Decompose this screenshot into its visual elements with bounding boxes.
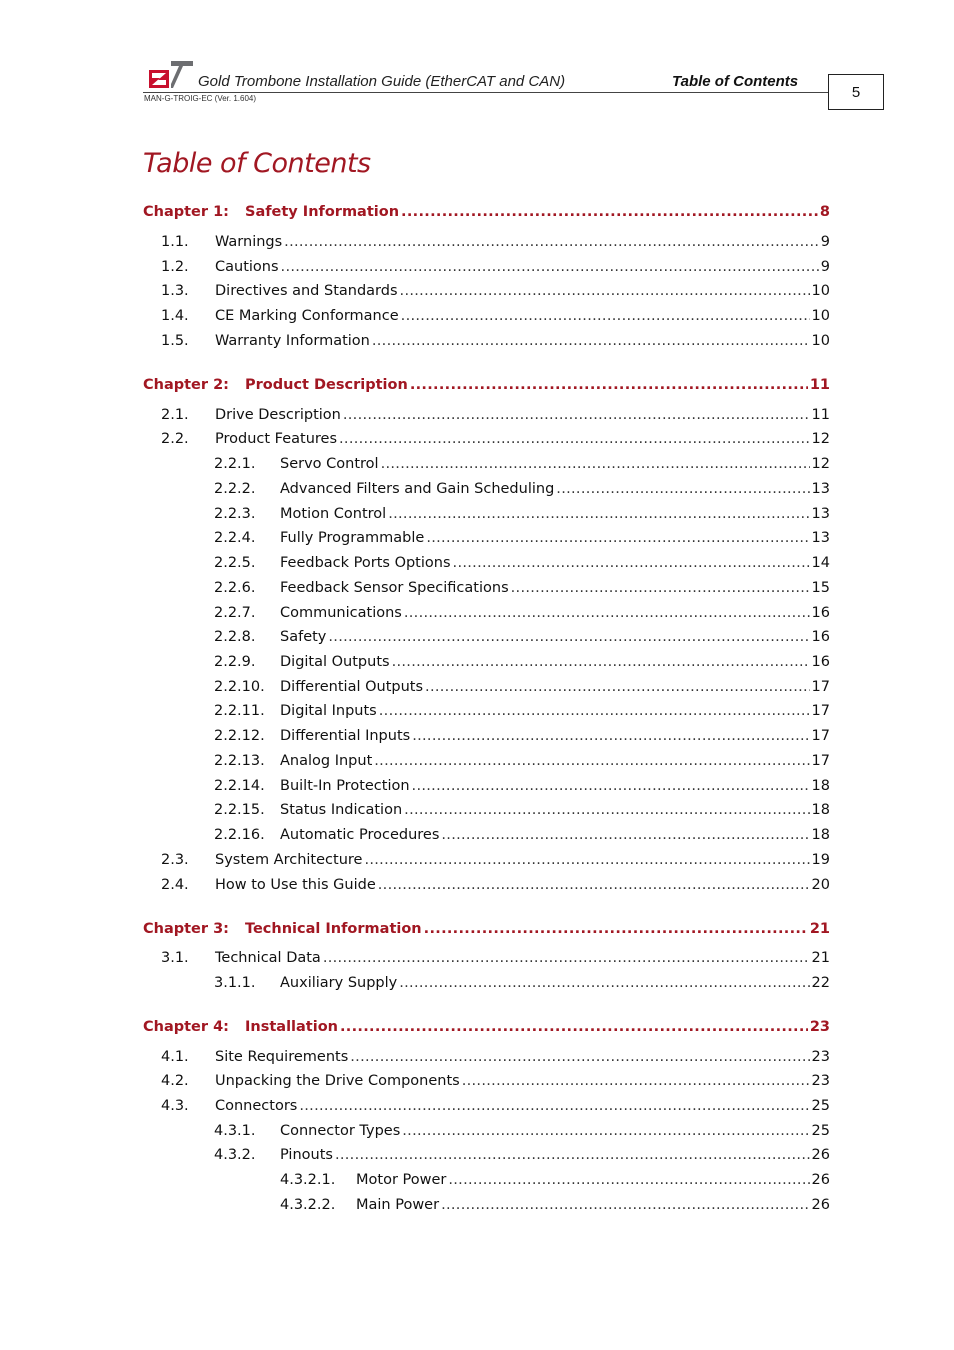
- toc-entry-label: How to Use this Guide: [215, 877, 376, 893]
- toc-dot-leader: [462, 1073, 810, 1089]
- toc-page-number: 22: [811, 975, 830, 991]
- toc-entry-label: System Architecture: [215, 852, 363, 868]
- toc-page-number: 9: [820, 234, 830, 250]
- toc-entry-label: Drive Description: [215, 407, 341, 423]
- toc-page-number: 17: [811, 703, 830, 719]
- toc-dot-leader: [424, 921, 808, 937]
- toc-entry-number: 2.3.: [161, 852, 189, 868]
- toc-entry-label: Installation: [245, 1019, 338, 1035]
- toc-chapter-entry[interactable]: [143, 377, 830, 399]
- toc-entry[interactable]: [161, 308, 830, 330]
- toc-entry-label: Built-In Protection: [280, 778, 410, 794]
- toc-entry-number: 2.2.3.: [214, 506, 256, 522]
- toc-entry-label: Cautions: [215, 259, 279, 275]
- toc-entry-number: Chapter 2:: [143, 377, 229, 393]
- toc-entry[interactable]: [161, 259, 830, 281]
- toc-page-number: 18: [811, 827, 830, 843]
- toc-dot-leader: [404, 605, 810, 621]
- toc-page-number: 25: [811, 1123, 830, 1139]
- toc-page-number: 11: [809, 377, 830, 393]
- toc-dot-leader: [401, 308, 810, 324]
- toc-entry[interactable]: [280, 1172, 830, 1194]
- toc-entry[interactable]: [214, 975, 830, 997]
- toc-entry[interactable]: [214, 506, 830, 528]
- section-label: Table of Contents: [672, 73, 799, 90]
- toc-dot-leader: [374, 753, 809, 769]
- toc-dot-leader: [412, 778, 810, 794]
- toc-entry[interactable]: [214, 580, 830, 602]
- toc-dot-leader: [400, 283, 810, 299]
- toc-page-number: 12: [811, 456, 830, 472]
- toc-entry-label: Digital Inputs: [280, 703, 377, 719]
- toc-entry-label: Advanced Filters and Gain Scheduling: [280, 481, 555, 497]
- toc-entry-label: Safety: [280, 629, 327, 645]
- toc-dot-leader: [426, 530, 809, 546]
- toc-entry[interactable]: [214, 802, 830, 824]
- toc-page-number: 26: [811, 1172, 830, 1188]
- toc-entry-label: Site Requirements: [215, 1049, 349, 1065]
- toc-dot-leader: [281, 259, 819, 275]
- toc-dot-leader: [511, 580, 810, 596]
- toc-entry-number: 2.2.9.: [214, 654, 256, 670]
- toc-dot-leader: [453, 555, 810, 571]
- toc-entry-label: Communications: [280, 605, 402, 621]
- toc-dot-leader: [412, 728, 809, 744]
- toc-entry[interactable]: [280, 1197, 830, 1219]
- toc-entry-label: Warnings: [215, 234, 283, 250]
- toc-entry-label: Product Features: [215, 431, 338, 447]
- toc-entry[interactable]: [214, 827, 830, 849]
- toc-entry-number: 2.1.: [161, 407, 189, 423]
- toc-entry[interactable]: [214, 728, 830, 750]
- toc-page-number: 16: [811, 629, 830, 645]
- toc-entry-label: Automatic Procedures: [280, 827, 440, 843]
- toc-page-number: 9: [820, 259, 830, 275]
- toc-entry-number: 2.2.7.: [214, 605, 256, 621]
- toc-page-number: 18: [811, 802, 830, 818]
- toc-entry[interactable]: [214, 605, 830, 627]
- toc-entry-number: 2.2.: [161, 431, 189, 447]
- toc-page-number: 25: [811, 1098, 830, 1114]
- toc-page-number: 8: [819, 204, 830, 220]
- toc-dot-leader: [441, 827, 809, 843]
- toc-page-number: 13: [811, 530, 830, 546]
- toc-entry-label: Digital Outputs: [280, 654, 390, 670]
- toc-entry-label: Connector Types: [280, 1123, 401, 1139]
- toc-entry-number: 1.3.: [161, 283, 189, 299]
- toc-entry-label: Directives and Standards: [215, 283, 398, 299]
- toc-entry[interactable]: [161, 852, 830, 874]
- document-code: MAN-G-TROIG-EC (Ver. 1.604): [144, 94, 257, 103]
- toc-entry[interactable]: [161, 333, 830, 355]
- toc-chapter-entry[interactable]: [143, 204, 830, 226]
- toc-page-number: 13: [811, 481, 830, 497]
- toc-dot-leader: [378, 877, 810, 893]
- toc-entry-number: 4.3.: [161, 1098, 189, 1114]
- toc-page-number: 23: [811, 1073, 830, 1089]
- toc-dot-leader: [340, 1019, 808, 1035]
- page-number: 5: [851, 83, 861, 101]
- toc-page-number: 26: [811, 1147, 830, 1163]
- toc-page-number: 17: [811, 679, 830, 695]
- toc-entry-number: 4.2.: [161, 1073, 189, 1089]
- toc-entry-label: Unpacking the Drive Components: [215, 1073, 460, 1089]
- toc-entry-label: Feedback Ports Options: [280, 555, 451, 571]
- toc-dot-leader: [364, 852, 809, 868]
- toc-entry-label: Pinouts: [280, 1147, 333, 1163]
- toc-entry-label: Servo Control: [280, 456, 379, 472]
- toc-dot-leader: [410, 377, 808, 393]
- toc-dot-leader: [284, 234, 819, 250]
- toc-entry-number: 1.5.: [161, 333, 189, 349]
- toc-entry-number: 2.4.: [161, 877, 189, 893]
- toc-entry-number: 4.3.2.1.: [280, 1172, 336, 1188]
- toc-entry[interactable]: [214, 679, 830, 701]
- toc-entry-label: Auxiliary Supply: [280, 975, 398, 991]
- toc-dot-leader: [335, 1147, 810, 1163]
- toc-entry-number: 2.2.13.: [214, 753, 265, 769]
- toc-entry[interactable]: [214, 555, 830, 577]
- toc-entry-number: 4.3.2.: [214, 1147, 256, 1163]
- toc-page-number: 10: [811, 283, 830, 299]
- toc-entry[interactable]: [214, 753, 830, 775]
- toc-entry-number: 3.1.1.: [214, 975, 256, 991]
- toc-entry-number: 4.3.2.2.: [280, 1197, 336, 1213]
- toc-entry-number: 2.2.6.: [214, 580, 256, 596]
- toc-page-number: 11: [811, 407, 830, 423]
- toc-dot-leader: [379, 703, 810, 719]
- toc-dot-leader: [350, 1049, 809, 1065]
- toc-page-number: 18: [811, 778, 830, 794]
- toc-entry-label: Motor Power: [356, 1172, 447, 1188]
- toc-dot-leader: [441, 1197, 809, 1213]
- toc-entry[interactable]: [161, 283, 830, 305]
- toc-dot-leader: [556, 481, 809, 497]
- toc-entry-label: Differential Inputs: [280, 728, 411, 744]
- toc-entry-label: Status Indication: [280, 802, 403, 818]
- toc-entry-number: 2.2.2.: [214, 481, 256, 497]
- toc-entry[interactable]: [214, 1123, 830, 1145]
- toc-entry[interactable]: [161, 1049, 830, 1071]
- toc-entry[interactable]: [161, 234, 830, 256]
- toc-entry-label: Analog Input: [280, 753, 373, 769]
- toc-page-number: 21: [811, 950, 830, 966]
- toc-page-number: 10: [811, 308, 830, 324]
- toc-dot-leader: [381, 456, 810, 472]
- toc-entry-label: Motion Control: [280, 506, 387, 522]
- toc-dot-leader: [328, 629, 809, 645]
- toc-entry-number: 1.1.: [161, 234, 189, 250]
- page-title: Table of Contents: [143, 148, 371, 179]
- toc-page-number: 23: [809, 1019, 830, 1035]
- toc-entry[interactable]: [214, 530, 830, 552]
- toc-page-number: 16: [811, 605, 830, 621]
- toc-entry[interactable]: [214, 703, 830, 725]
- toc-chapter-entry[interactable]: [143, 921, 830, 943]
- toc-entry-number: 2.2.10.: [214, 679, 265, 695]
- toc-page-number: 15: [811, 580, 830, 596]
- toc-entry-number: 2.2.5.: [214, 555, 256, 571]
- toc-entry-number: Chapter 3:: [143, 921, 229, 937]
- toc-page-number: 12: [811, 431, 830, 447]
- toc-entry-label: CE Marking Conformance: [215, 308, 399, 324]
- toc-page-number: 10: [811, 333, 830, 349]
- toc-entry-number: Chapter 1:: [143, 204, 229, 220]
- toc-entry-number: 1.4.: [161, 308, 189, 324]
- toc-entry[interactable]: [161, 950, 830, 972]
- toc-entry-label: Feedback Sensor Specifications: [280, 580, 509, 596]
- toc-entry[interactable]: [214, 481, 830, 503]
- toc-entry-number: 4.1.: [161, 1049, 189, 1065]
- toc-entry-label: Warranty Information: [215, 333, 370, 349]
- toc-page-number: 20: [811, 877, 830, 893]
- toc-page-number: 16: [811, 654, 830, 670]
- toc-page-number: 14: [811, 555, 830, 571]
- toc-entry-label: Safety Information: [245, 204, 400, 220]
- toc-entry[interactable]: [161, 1098, 830, 1120]
- toc-dot-leader: [388, 506, 809, 522]
- toc-chapter-entry[interactable]: [143, 1019, 830, 1041]
- toc-entry-number: Chapter 4:: [143, 1019, 229, 1035]
- toc-entry-number: 2.2.11.: [214, 703, 265, 719]
- toc-dot-leader: [425, 679, 810, 695]
- toc-entry[interactable]: [214, 654, 830, 676]
- toc-entry[interactable]: [214, 1147, 830, 1169]
- toc-entry-label: Main Power: [356, 1197, 440, 1213]
- toc-entry-number: 2.2.15.: [214, 802, 265, 818]
- toc-page-number: 13: [811, 506, 830, 522]
- toc-page-number: 17: [811, 753, 830, 769]
- toc-entry-label: Differential Outputs: [280, 679, 424, 695]
- toc-page-number: 23: [811, 1049, 830, 1065]
- toc-entry-number: 2.2.12.: [214, 728, 265, 744]
- toc-dot-leader: [399, 975, 809, 991]
- toc-entry[interactable]: [214, 629, 830, 651]
- toc-entry[interactable]: [214, 456, 830, 478]
- toc-page-number: 19: [811, 852, 830, 868]
- toc-entry-label: Product Description: [245, 377, 408, 393]
- toc-page-number: 17: [811, 728, 830, 744]
- toc-dot-leader: [343, 407, 810, 423]
- toc-entry-number: 2.2.8.: [214, 629, 256, 645]
- toc-dot-leader: [402, 1123, 809, 1139]
- toc-entry[interactable]: [214, 778, 830, 800]
- toc-dot-leader: [392, 654, 810, 670]
- toc-entry[interactable]: [161, 877, 830, 899]
- toc-entry-number: 2.2.14.: [214, 778, 265, 794]
- toc-entry-label: Technical Information: [245, 921, 422, 937]
- document-title: Gold Trombone Installation Guide (EtherCAT and CAN): [198, 73, 566, 90]
- toc-entry-number: 4.3.1.: [214, 1123, 256, 1139]
- toc-entry-number: 2.2.4.: [214, 530, 256, 546]
- toc-dot-leader: [404, 802, 809, 818]
- toc-dot-leader: [401, 204, 818, 220]
- toc-entry-number: 2.2.16.: [214, 827, 265, 843]
- toc-dot-leader: [299, 1098, 809, 1114]
- toc-dot-leader: [372, 333, 810, 349]
- toc-entry-label: Fully Programmable: [280, 530, 425, 546]
- toc-entry-label: Technical Data: [215, 950, 321, 966]
- toc-entry[interactable]: [161, 1073, 830, 1095]
- toc-dot-leader: [323, 950, 810, 966]
- toc-dot-leader: [339, 431, 810, 447]
- toc-dot-leader: [448, 1172, 809, 1188]
- toc-page-number: 26: [811, 1197, 830, 1213]
- toc-entry-label: Connectors: [215, 1098, 298, 1114]
- toc-page-number: 21: [809, 921, 830, 937]
- toc-entry-number: 2.2.1.: [214, 456, 256, 472]
- toc-entry-number: 3.1.: [161, 950, 189, 966]
- toc-entry[interactable]: [161, 431, 830, 453]
- toc-entry-number: 1.2.: [161, 259, 189, 275]
- toc-entry[interactable]: [161, 407, 830, 429]
